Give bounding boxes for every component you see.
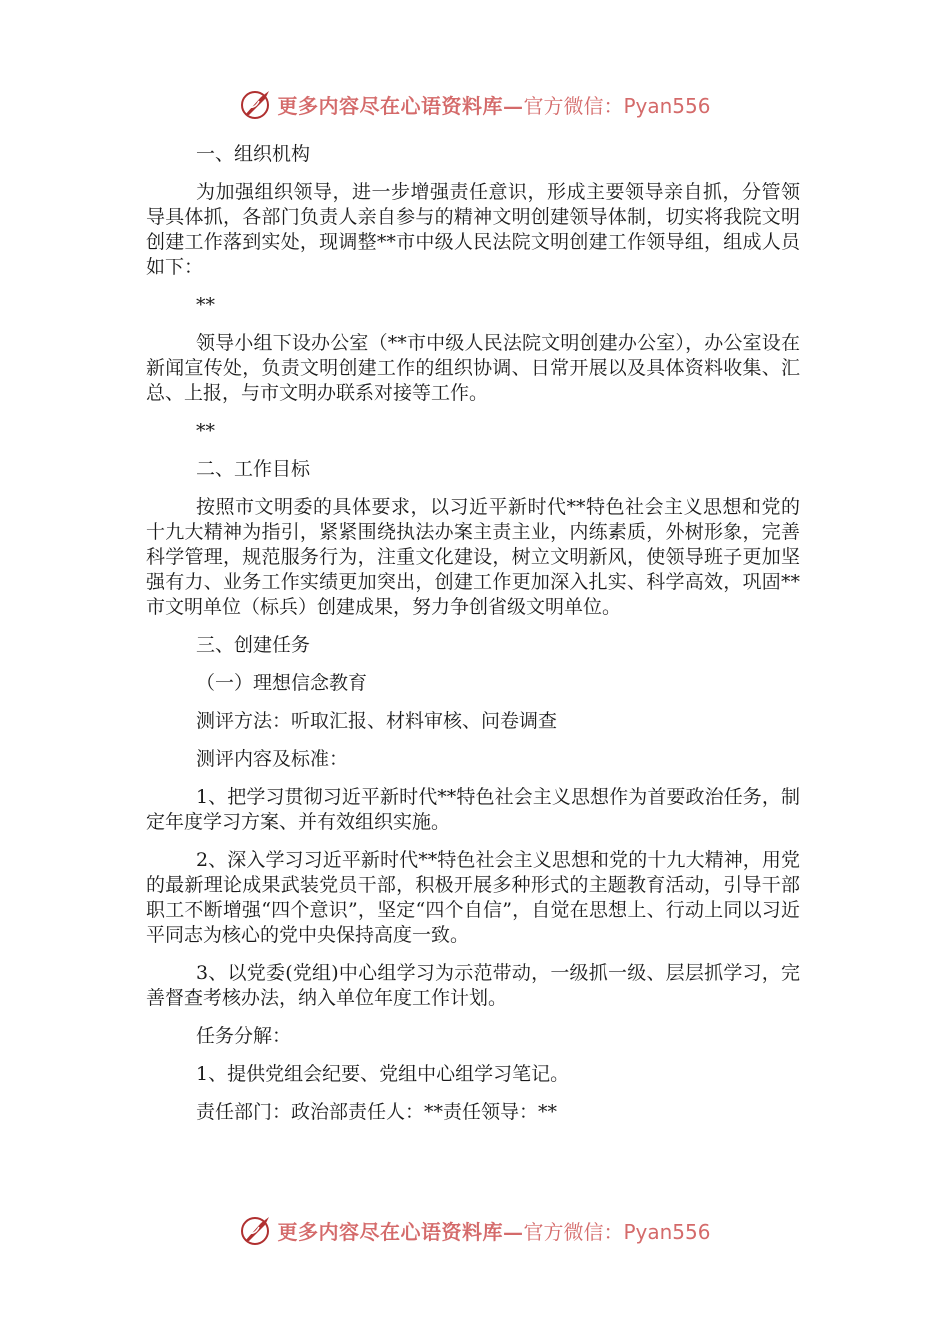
list-item: 1、把学习贯彻习近平新时代**特色社会主义思想作为首要政治任务，制定年度学习方案、并有效组织实施。 (146, 786, 800, 833)
watermark-brand-text: 更多内容尽在心语资料库— (277, 93, 524, 118)
quill-logo-icon (239, 87, 273, 121)
document-body (146, 142, 800, 1125)
heading-organization: 一、组织机构 (196, 143, 311, 165)
subheading-education: （一）理想信念教育 (196, 672, 368, 694)
watermark-brand-text: 更多内容尽在心语资料库— (277, 1219, 524, 1244)
quill-logo-icon (239, 1213, 273, 1247)
watermark-wechat-text: 官方微信：Pyan556 (523, 1219, 711, 1244)
paragraph: 责任部门：政治部责任人：**责任领导：** (196, 1101, 558, 1123)
placeholder-names: ** (196, 420, 215, 442)
watermark-banner-top (0, 84, 950, 124)
list-item: 1、提供党组会纪要、党组中心组学习笔记。 (196, 1063, 570, 1085)
watermark-wechat-text: 官方微信：Pyan556 (523, 93, 711, 118)
paragraph: 任务分解： (196, 1025, 292, 1047)
paragraph: 测评内容及标准： (196, 748, 349, 770)
heading-goals: 二、工作目标 (196, 458, 311, 480)
paragraph: 按照市文明委的具体要求，以习近平新时代**特色社会主义思想和党的十九大精神为指引，紧紧围绕执法办案主责主业，内练素质，外树形象，完善科学管理，规范服务行为，注重文化建设，树立文明新风，使领导班子更加坚强有力、业务工作实绩更加突出，创建工作更加深入扎实、科学高效，巩固**市文明单位（标兵）创建成果，努力争创省级文明单位。 (146, 496, 800, 618)
list-item: 3、以党委(党组)中心组学习为示范带动，一级抓一级、层层抓学习，完善督查考核办法，纳入单位年度工作计划。 (146, 962, 800, 1009)
paragraph: 测评方法：听取汇报、材料审核、问卷调查 (196, 710, 558, 732)
placeholder-names: ** (196, 294, 215, 316)
list-item: 2、深入学习习近平新时代**特色社会主义思想和党的十九大精神，用党的最新理论成果武装党员干部，积极开展多种形式的主题教育活动，引导干部职工不断增强“四个意识”，坚定“四个自信”，自觉在思想上、行动上同以习近平同志为核心的党中央保持高度一致。 (146, 849, 800, 946)
paragraph: 为加强组织领导，进一步增强责任意识，形成主要领导亲自抓，分管领导具体抓，各部门负责人亲自参与的精神文明创建领导体制，切实将我院文明创建工作落到实处，现调整**市中级人民法院文明创建工作领导组，组成人员如下： (146, 181, 800, 278)
heading-tasks: 三、创建任务 (196, 634, 311, 656)
watermark-banner-bottom (0, 1210, 950, 1250)
paragraph: 领导小组下设办公室（**市中级人民法院文明创建办公室），办公室设在新闻宣传处，负责文明创建工作的组织协调、日常开展以及具体资料收集、汇总、上报，与市文明办联系对接等工作。 (146, 332, 800, 404)
